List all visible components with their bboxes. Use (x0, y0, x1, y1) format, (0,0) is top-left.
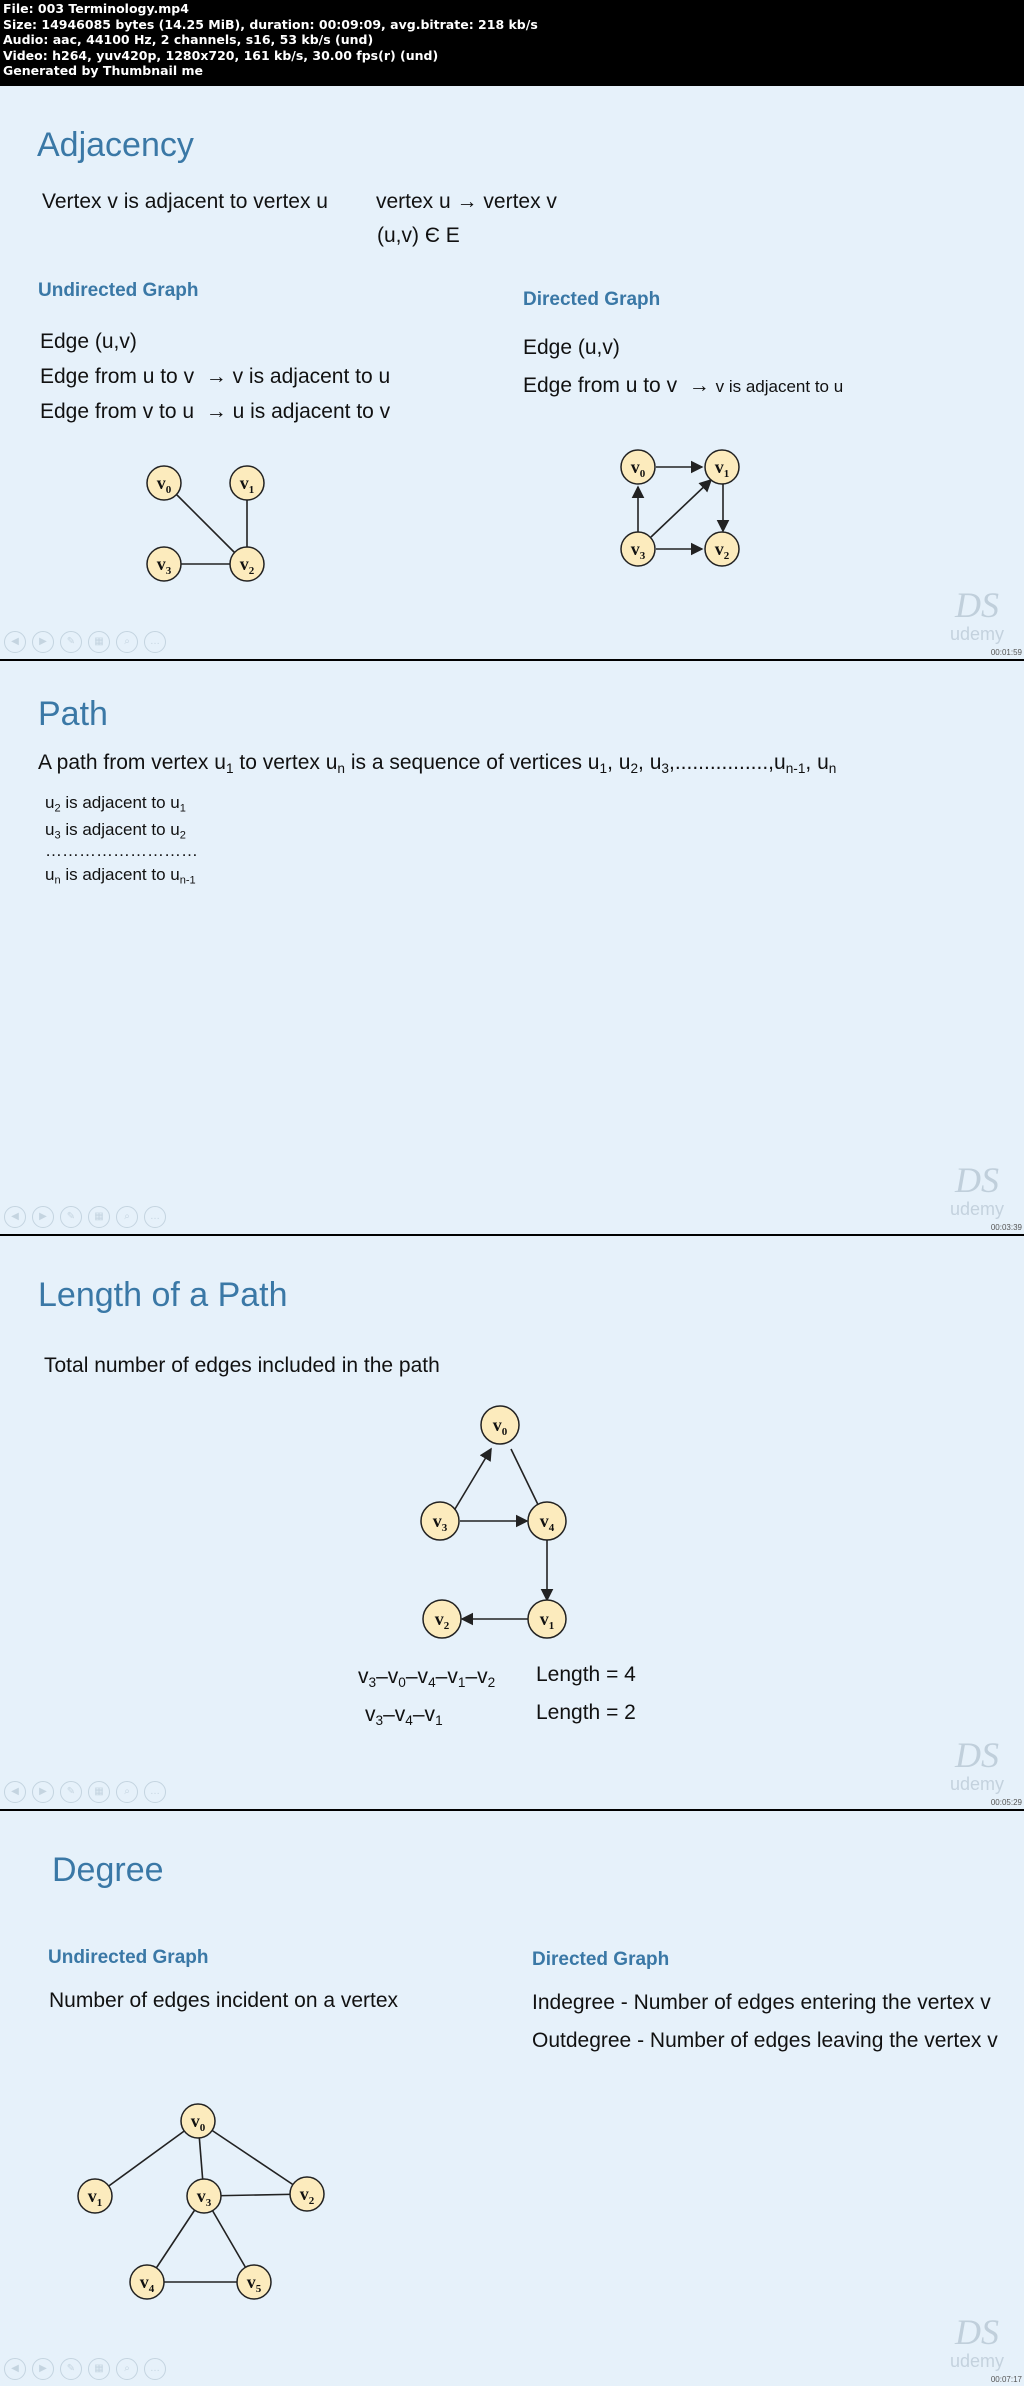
vertex-v3 (187, 2179, 221, 2213)
vertex-v0 (181, 2104, 215, 2138)
timestamp: 00:07:17 (990, 2375, 1022, 2384)
subscript: 2 (179, 829, 186, 842)
svg-text:v2: $v_2$ (434, 1609, 450, 1632)
vertex-v3 (621, 532, 655, 566)
prev-icon[interactable]: ◀ (4, 631, 26, 653)
indegree-definition: Indegree - Number of edges entering the vertex v (532, 1991, 991, 2014)
subscript: 1 (225, 761, 234, 777)
watermark (950, 1162, 1004, 1220)
path-graph (0, 1236, 1024, 1809)
line-text: v is adjacent to u (232, 365, 391, 388)
timestamp: 00:01:59 (990, 648, 1022, 657)
svg-text:v1: $v_1$ (87, 2186, 103, 2209)
slide-controls (4, 631, 166, 653)
header-line: Audio: aac, 44100 Hz, 2 channels, s16, 53 kb/s (und) (3, 32, 374, 48)
svg-text:v3: $v_3$ (432, 1511, 448, 1534)
path-definition: A path from vertex $u_1$ to vertex $u_n$ is a sequence of vertices $u_1$, $u_2$, $u_3,................,u_{n-1}$, $u_n$ (38, 751, 837, 777)
adjacency-line-2 (45, 820, 186, 841)
slide-adjacency (0, 86, 1024, 659)
path-length-1: Length = 4 (536, 1663, 636, 1686)
undirected-edge: Edge (u,v) (40, 330, 137, 353)
def-text: A path from vertex u (38, 751, 226, 774)
pen-icon[interactable]: ✎ (60, 1781, 82, 1803)
slide-path (0, 661, 1024, 1234)
directed-edge: Edge (u,v) (523, 336, 620, 359)
undirected-degree-definition: Number of edges incident on a vertex (49, 1989, 399, 2012)
slide-title: Path (38, 695, 108, 733)
svg-text:v2: $v_2$ (239, 554, 255, 577)
subscript: n-1 (785, 761, 806, 777)
next-icon[interactable]: ▶ (32, 631, 54, 653)
svg-text:v0: $v_0$ (190, 2111, 206, 2134)
line-text: Edge from u to v (523, 374, 678, 397)
ds-logo: DS (954, 1160, 999, 1200)
header-line: Size: 14946085 bytes (14.25 MiB), duration: 00:09:09, avg.bitrate: 218 kb/s (3, 16, 538, 32)
line-text: u is adjacent to v (232, 400, 391, 423)
subscript: 3 (54, 829, 61, 842)
svg-text:v0: $v_0$ (156, 473, 172, 496)
vertex-v0 (621, 450, 655, 484)
undirected-heading: Undirected Graph (48, 1947, 209, 1968)
adjacency-line-n (45, 865, 196, 886)
slide-length-of-path (0, 1236, 1024, 1809)
brand-logo: udemy (949, 1199, 1004, 1219)
subscript: 3 (661, 761, 669, 777)
svg-text:v0: $v_0$ (492, 1415, 508, 1438)
svg-text:v2: $v_2$ (714, 539, 730, 562)
line-text: Edge from v to u (40, 400, 195, 423)
next-icon[interactable]: ▶ (32, 1206, 54, 1228)
outdegree-definition: Outdegree - Number of edges leaving the vertex v (532, 2029, 998, 2052)
more-icon[interactable]: … (144, 2358, 166, 2380)
line-text: Edge from u to v (40, 365, 195, 388)
path-example-1: $v_3-v_0-v_4-v_1-v_2$ (358, 1665, 496, 1691)
pen-icon[interactable]: ✎ (60, 631, 82, 653)
svg-text:v1: $v_1$ (714, 457, 730, 480)
ds-logo: DS (954, 2312, 999, 2352)
slide-degree (0, 1811, 1024, 2386)
vertex-v2 (423, 1600, 461, 1638)
length-definition: Total number of edges included in the path (44, 1354, 440, 1377)
header-line: File: 003 Terminology.mp4 (3, 1, 189, 16)
slides-icon[interactable]: ▦ (88, 1781, 110, 1803)
vertex-u-text: vertex u (376, 190, 451, 213)
timestamp: 00:03:39 (990, 1223, 1022, 1232)
vertex-v4 (130, 2265, 164, 2299)
vertex-v3 (421, 1502, 459, 1540)
more-icon[interactable]: … (144, 631, 166, 653)
edge-membership: (u,v) Є E (377, 224, 460, 247)
svg-text:v3: $v_3$ (196, 2186, 212, 2209)
svg-text:v5: $v_5$ (246, 2272, 262, 2295)
line-text: u (45, 820, 55, 839)
header-line: Video: h264, yuv420p, 1280x720, 161 kb/s, 30.00 fps(r) (und) (3, 47, 439, 63)
vertex-v2 (705, 532, 739, 566)
vertex-v1 (705, 450, 739, 484)
zoom-icon[interactable]: ⌕ (116, 2358, 138, 2380)
svg-text:v4: $v_4$ (139, 2272, 155, 2295)
ellipsis-line: ……………………… (45, 841, 198, 860)
brand-logo: udemy (949, 624, 1004, 644)
svg-text:v4: $v_4$ (539, 1511, 555, 1534)
slides-icon[interactable]: ▦ (88, 1206, 110, 1228)
subscript: 1 (599, 761, 608, 777)
line-text: is adjacent to u (60, 865, 180, 884)
slide-controls (4, 1781, 166, 1803)
prev-icon[interactable]: ◀ (4, 1206, 26, 1228)
arrow-icon: → (688, 374, 710, 397)
slide-controls (4, 2358, 166, 2380)
graph-edge (449, 1449, 491, 1519)
vertex-v0 (481, 1406, 519, 1444)
zoom-icon[interactable]: ⌕ (116, 1206, 138, 1228)
adjacency-definition: Vertex v is adjacent to vertex u (42, 190, 328, 213)
line-text: v is adjacent to u (715, 377, 844, 396)
vertex-v-text: vertex v (483, 190, 557, 213)
vertex-v1 (528, 1600, 566, 1638)
degree-graph (0, 1811, 1024, 2386)
vertex-v5 (237, 2265, 271, 2299)
slide-title: Degree (52, 1851, 164, 1889)
subscript: 1 (179, 802, 186, 815)
directed-heading: Directed Graph (523, 289, 661, 310)
next-icon[interactable]: ▶ (32, 1781, 54, 1803)
header-line: Generated by Thumbnail me (3, 63, 203, 79)
subscript: n (337, 761, 346, 777)
svg-text:v1: $v_1$ (239, 473, 255, 496)
arrow-icon: → (205, 400, 227, 423)
pen-icon[interactable]: ✎ (60, 2358, 82, 2380)
next-icon[interactable]: ▶ (32, 2358, 54, 2380)
graph-edge (651, 480, 711, 537)
pen-icon[interactable]: ✎ (60, 1206, 82, 1228)
zoom-icon[interactable]: ⌕ (116, 631, 138, 653)
directed-graph (0, 86, 1024, 659)
vertex-v2 (290, 2177, 324, 2211)
svg-text:v3: $v_3$ (630, 539, 646, 562)
subscript: 2 (630, 761, 639, 777)
slide-controls (4, 1206, 166, 1228)
more-icon[interactable]: … (144, 1206, 166, 1228)
subscript: 2 (54, 802, 61, 815)
ds-logo: DS (954, 585, 999, 625)
line-text: u (45, 793, 55, 812)
prev-icon[interactable]: ◀ (4, 2358, 26, 2380)
subscript: n-1 (179, 874, 196, 887)
watermark (950, 2314, 1004, 2372)
more-icon[interactable]: … (144, 1781, 166, 1803)
line-text: u (45, 865, 55, 884)
brand-logo: udemy (949, 2351, 1004, 2371)
graph-edge (95, 2121, 198, 2196)
line-text: is adjacent to u (60, 793, 180, 812)
slide-title: Adjacency (37, 126, 194, 164)
directed-heading: Directed Graph (532, 1949, 670, 1970)
adjacency-line-1 (45, 793, 186, 814)
slides-icon[interactable]: ▦ (88, 631, 110, 653)
svg-text:v3: $v_3$ (156, 554, 172, 577)
svg-text:v2: $v_2$ (299, 2184, 315, 2207)
arrow-icon: → (456, 190, 478, 213)
subscript: n (54, 874, 61, 887)
watermark (950, 587, 1004, 645)
undirected-heading: Undirected Graph (38, 280, 199, 301)
slide-title: Length of a Path (38, 1276, 288, 1314)
timestamp: 00:05:29 (990, 1798, 1022, 1807)
ds-logo: DS (954, 1735, 999, 1775)
vertex-v4 (528, 1502, 566, 1540)
def-text: to vertex u (233, 751, 338, 774)
svg-text:v0: $v_0$ (630, 457, 646, 480)
svg-text:v1: $v_1$ (539, 1609, 555, 1632)
arrow-icon: → (205, 365, 227, 388)
subscript: n (828, 761, 837, 777)
def-text: is a sequence of vertices u (345, 751, 600, 774)
prev-icon[interactable]: ◀ (4, 1781, 26, 1803)
vertex-v1 (78, 2179, 112, 2213)
brand-logo: udemy (949, 1774, 1004, 1794)
zoom-icon[interactable]: ⌕ (116, 1781, 138, 1803)
slides-icon[interactable]: ▦ (88, 2358, 110, 2380)
path-example-2: $v_3-v_4-v_1$ (365, 1703, 443, 1729)
path-length-2: Length = 2 (536, 1701, 636, 1724)
video-info-header (0, 0, 1024, 85)
watermark (950, 1737, 1004, 1795)
line-text: is adjacent to u (60, 820, 180, 839)
def-text: ,................,u (669, 751, 786, 774)
